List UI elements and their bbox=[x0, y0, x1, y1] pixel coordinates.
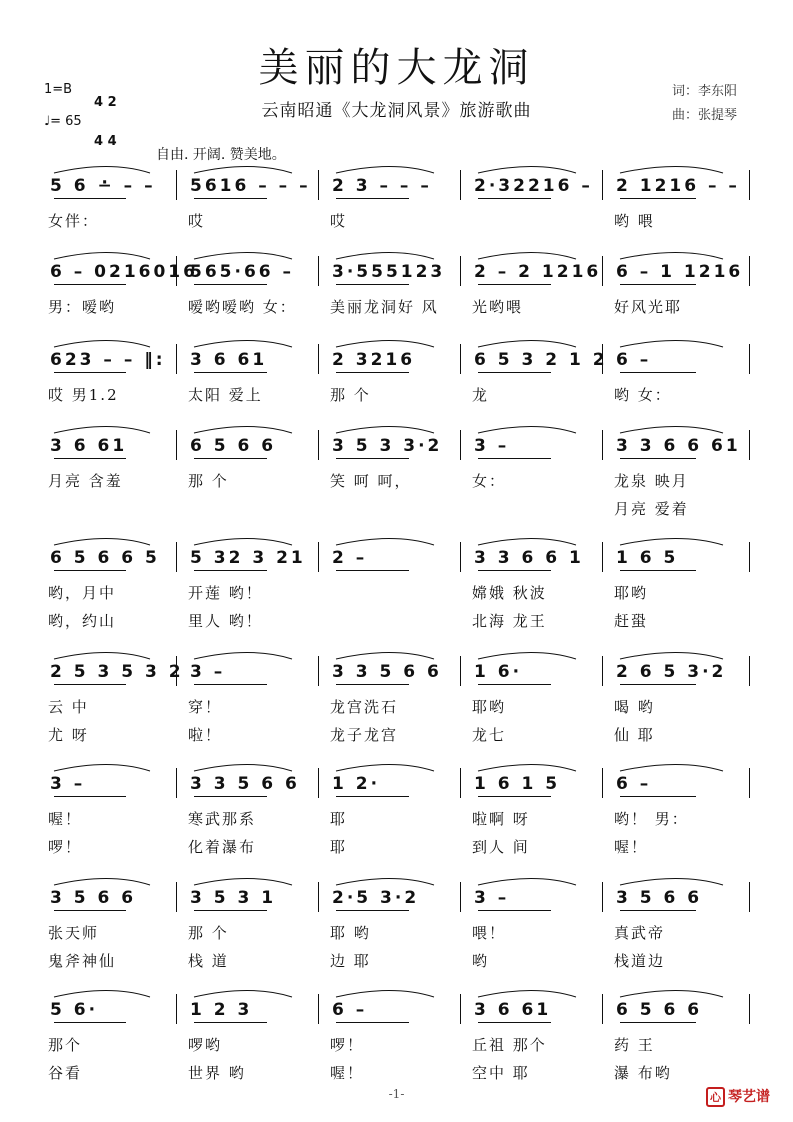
lyric-text: 美丽龙洞好 风 bbox=[330, 298, 439, 316]
barline bbox=[460, 344, 461, 374]
lyric-text: 啰哟 bbox=[188, 1036, 223, 1054]
page-number: -1- bbox=[388, 1087, 405, 1101]
beam-line bbox=[54, 570, 126, 571]
lyric-text: 哎 男1.2 bbox=[48, 386, 119, 404]
beam-line bbox=[620, 198, 696, 199]
beam-line bbox=[478, 372, 551, 373]
beam-line bbox=[620, 458, 696, 459]
beam-line bbox=[620, 372, 696, 373]
lyric-text: 龙子龙宫 bbox=[330, 726, 399, 744]
beam-line bbox=[194, 284, 267, 285]
lyric-text: 耶哟 bbox=[614, 584, 649, 602]
lyric-text: 男：嗳哟 bbox=[48, 298, 117, 316]
measure-notes: 2 5 3 5 3 2 bbox=[50, 662, 184, 682]
slur-arc bbox=[50, 648, 170, 660]
lyric-text: 化着瀑布 bbox=[188, 838, 257, 856]
lyric-text: 哎 bbox=[330, 212, 348, 230]
lyric-text: 啰！ bbox=[330, 1036, 365, 1054]
score-system bbox=[40, 428, 753, 528]
lyric-text: 那 个 bbox=[188, 924, 229, 942]
barline bbox=[749, 994, 750, 1024]
slur-arc bbox=[616, 986, 743, 998]
beam-line bbox=[478, 284, 551, 285]
tempo-marking: ♩= 65 bbox=[44, 114, 82, 129]
slur-arc bbox=[332, 248, 454, 260]
measure-notes: 2 3 – – – bbox=[332, 176, 432, 196]
beam-line bbox=[336, 570, 409, 571]
slur-arc bbox=[616, 248, 743, 260]
barline bbox=[176, 430, 177, 460]
lyric-text: 栈 道 bbox=[188, 952, 229, 970]
lyric-text: 北海 龙王 bbox=[472, 612, 547, 630]
barline bbox=[318, 430, 319, 460]
measure-notes: 6 – 0216016 bbox=[50, 262, 198, 282]
barline bbox=[318, 542, 319, 572]
slur-arc bbox=[50, 760, 170, 772]
lyric-text: 尤 呀 bbox=[48, 726, 89, 744]
beam-line bbox=[478, 910, 551, 911]
barline bbox=[318, 882, 319, 912]
lyric-text: 好风光耶 bbox=[614, 298, 683, 316]
measure-notes: 3 5 3 3·2 bbox=[332, 436, 443, 456]
slur-arc bbox=[474, 534, 596, 546]
slur-arc bbox=[616, 648, 743, 660]
score-system bbox=[40, 654, 753, 754]
beam-line bbox=[620, 1022, 696, 1023]
measure-notes: 3 6 61 bbox=[50, 436, 128, 456]
barline bbox=[176, 994, 177, 1024]
barline bbox=[602, 256, 603, 286]
beam-line bbox=[54, 684, 126, 685]
beam-line bbox=[478, 684, 551, 685]
key-signature: 1=B bbox=[44, 82, 73, 97]
lyric-text: 月亮 含羞 bbox=[48, 472, 123, 490]
measure-notes: 1 6 5 bbox=[616, 548, 679, 568]
barline bbox=[318, 994, 319, 1024]
slur-arc bbox=[616, 760, 743, 772]
measure-notes: 2·32216 – bbox=[474, 176, 593, 196]
lyric-text: 哟！ 男： bbox=[614, 810, 689, 828]
composer-credit: 曲：张提琴 bbox=[672, 108, 738, 123]
lyric-text: 太阳 爱上 bbox=[188, 386, 263, 404]
beam-line bbox=[620, 284, 696, 285]
beam-line bbox=[620, 570, 696, 571]
barline bbox=[318, 656, 319, 686]
slur-arc bbox=[332, 986, 454, 998]
barline bbox=[318, 170, 319, 200]
lyric-text: 笑 呵 呵， bbox=[330, 472, 412, 490]
logo-text: 琴艺谱 bbox=[728, 1089, 770, 1105]
lyric-text: 耶 bbox=[330, 810, 348, 828]
slur-arc bbox=[50, 874, 170, 886]
lyric-text: 哟 喂 bbox=[614, 212, 655, 230]
lyric-text: 哟，月中 bbox=[48, 584, 117, 602]
slur-arc bbox=[474, 760, 596, 772]
lyric-text: 药 王 bbox=[614, 1036, 655, 1054]
measure-notes: 3 3 6 6 1 bbox=[474, 548, 584, 568]
beam-line bbox=[336, 1022, 409, 1023]
slur-arc bbox=[332, 648, 454, 660]
slur-arc bbox=[190, 534, 312, 546]
measure-notes: 2 – bbox=[332, 548, 368, 568]
measure-notes: 3 5 6 6 bbox=[616, 888, 703, 908]
barline bbox=[602, 768, 603, 798]
beam-line bbox=[194, 684, 267, 685]
beam-line bbox=[54, 372, 126, 373]
lyric-text: 谷看 bbox=[48, 1064, 83, 1082]
slur-arc bbox=[332, 336, 454, 348]
slur-arc bbox=[190, 336, 312, 348]
lyric-text: 啦！ bbox=[188, 726, 223, 744]
slur-arc bbox=[474, 162, 596, 174]
beam-line bbox=[336, 372, 409, 373]
lyric-text: 嗳哟嗳哟 女： bbox=[188, 298, 297, 316]
lyric-text: 喂！ bbox=[472, 924, 507, 942]
lyric-text: 世界 哟 bbox=[188, 1064, 246, 1082]
measure-notes: 6 – bbox=[616, 774, 652, 794]
slur-arc bbox=[50, 336, 170, 348]
beam-line bbox=[194, 570, 267, 571]
beam-line bbox=[620, 684, 696, 685]
measure-notes: 1 2· bbox=[332, 774, 381, 794]
slur-arc bbox=[50, 162, 170, 174]
barline bbox=[460, 256, 461, 286]
lyric-text: 哟 女： bbox=[614, 386, 672, 404]
barline bbox=[602, 542, 603, 572]
measure-notes: 1 6 1 5 bbox=[474, 774, 561, 794]
lyric-text: 穿！ bbox=[188, 698, 223, 716]
barline bbox=[602, 170, 603, 200]
lyricist-credit: 词：李东阳 bbox=[672, 84, 738, 99]
barline bbox=[176, 542, 177, 572]
measure-notes: 1 2 3 bbox=[190, 1000, 253, 1020]
measure-notes: 6 5 6 6 bbox=[190, 436, 277, 456]
slur-arc bbox=[474, 422, 596, 434]
measure-notes: 3 – bbox=[190, 662, 226, 682]
lyric-text: 里人 哟！ bbox=[188, 612, 263, 630]
logo-icon: 心 bbox=[706, 1087, 725, 1107]
measure-notes: 3·555123 bbox=[332, 262, 446, 282]
lyric-text: 仙 耶 bbox=[614, 726, 655, 744]
barline bbox=[749, 882, 750, 912]
lyric-text: 喔！ bbox=[614, 838, 649, 856]
beam-line bbox=[54, 796, 126, 797]
lyric-text: 龙宫洗石 bbox=[330, 698, 399, 716]
lyric-text: 龙泉 映月 bbox=[614, 472, 689, 490]
barline bbox=[460, 768, 461, 798]
beam-line bbox=[336, 796, 409, 797]
measure-notes: 3 3 5 6 6 bbox=[190, 774, 300, 794]
barline bbox=[460, 882, 461, 912]
slur-arc bbox=[616, 422, 743, 434]
lyric-text: 那个 bbox=[48, 1036, 83, 1054]
lyric-text: 嫦娥 秋波 bbox=[472, 584, 547, 602]
lyric-text: 丘祖 那个 bbox=[472, 1036, 547, 1054]
beam-line bbox=[336, 198, 409, 199]
measure-notes: 2 3216 bbox=[332, 350, 416, 370]
score-system bbox=[40, 766, 753, 866]
beam-line bbox=[336, 458, 409, 459]
measure-notes: 3 6 61 bbox=[474, 1000, 552, 1020]
lyric-text: 喔！ bbox=[330, 1064, 365, 1082]
score-system bbox=[40, 880, 753, 980]
beam-line bbox=[194, 198, 267, 199]
lyric-text: 哟，约山 bbox=[48, 612, 117, 630]
beam-line bbox=[194, 458, 267, 459]
barline bbox=[176, 170, 177, 200]
page-title: 美丽的大龙洞 bbox=[258, 45, 535, 91]
beam-line bbox=[478, 1022, 551, 1023]
lyric-text: 云 中 bbox=[48, 698, 89, 716]
slur-arc bbox=[332, 162, 454, 174]
beam-line bbox=[194, 1022, 267, 1023]
barline bbox=[602, 656, 603, 686]
lyric-text: 喔！ bbox=[48, 810, 83, 828]
lyric-text: 张天师 bbox=[48, 924, 100, 942]
barline bbox=[176, 768, 177, 798]
beam-line bbox=[478, 570, 551, 571]
beam-line bbox=[194, 796, 267, 797]
measure-notes: 3 5 6 6 bbox=[50, 888, 137, 908]
lyric-text: 女： bbox=[472, 472, 507, 490]
lyric-text: 赶蛩 bbox=[614, 612, 649, 630]
measure-notes: 3 – bbox=[474, 436, 510, 456]
lyric-text: 啰！ bbox=[48, 838, 83, 856]
barline bbox=[749, 170, 750, 200]
lyric-text: 到人 间 bbox=[472, 838, 530, 856]
slur-arc bbox=[50, 248, 170, 260]
slur-arc bbox=[616, 534, 743, 546]
measure-notes: 6 5 6 6 bbox=[616, 1000, 703, 1020]
measure-notes: 1 6· bbox=[474, 662, 523, 682]
measure-notes: 5 6· bbox=[50, 1000, 99, 1020]
lyric-text: 边 耶 bbox=[330, 952, 371, 970]
site-logo bbox=[706, 1086, 770, 1107]
score-system bbox=[40, 540, 753, 640]
time-signature bbox=[94, 70, 117, 161]
slur-arc bbox=[332, 760, 454, 772]
lyric-text: 哟 bbox=[472, 952, 490, 970]
slur-arc bbox=[474, 336, 596, 348]
slur-arc bbox=[50, 422, 170, 434]
slur-arc bbox=[190, 248, 312, 260]
lyric-text: 龙七 bbox=[472, 726, 507, 744]
measure-notes: 5 32 3 21 bbox=[190, 548, 306, 568]
lyric-text: 女伴： bbox=[48, 212, 100, 230]
slur-arc bbox=[190, 986, 312, 998]
lyric-text: 喝 哟 bbox=[614, 698, 655, 716]
measure-notes: 5616 – – – bbox=[190, 176, 311, 196]
measure-notes: 6 – bbox=[332, 1000, 368, 1020]
slur-arc bbox=[190, 874, 312, 886]
lyric-text: 空中 耶 bbox=[472, 1064, 530, 1082]
barline bbox=[460, 170, 461, 200]
barline bbox=[749, 768, 750, 798]
measure-notes: 6 – bbox=[616, 350, 652, 370]
lyric-text: 月亮 爱着 bbox=[614, 500, 689, 518]
beam-line bbox=[478, 458, 551, 459]
measure-notes: 3 3 6 6 61 bbox=[616, 436, 741, 456]
measure-notes: 6 5 6 6 5 bbox=[50, 548, 160, 568]
measure-notes: 2 1216 – – bbox=[616, 176, 740, 196]
barline bbox=[176, 344, 177, 374]
slur-arc bbox=[474, 648, 596, 660]
barline bbox=[602, 882, 603, 912]
lyric-text: 耶 哟 bbox=[330, 924, 371, 942]
barline bbox=[602, 994, 603, 1024]
measure-notes: 6 – 1 1216 bbox=[616, 262, 744, 282]
lyric-text: 光哟喂 bbox=[472, 298, 524, 316]
slur-arc bbox=[474, 986, 596, 998]
meter-bottom: 4 4 bbox=[94, 134, 117, 149]
barline bbox=[318, 768, 319, 798]
barline bbox=[749, 344, 750, 374]
beam-line bbox=[478, 796, 551, 797]
slur-arc bbox=[190, 422, 312, 434]
slur-arc bbox=[332, 874, 454, 886]
beam-line bbox=[54, 1022, 126, 1023]
beam-line bbox=[54, 458, 126, 459]
measure-notes: 2 6 5 3·2 bbox=[616, 662, 727, 682]
measure-notes: 3 5 3 1 bbox=[190, 888, 277, 908]
measure-notes: 6 5 3 2 1 2 bbox=[474, 350, 608, 370]
beam-line bbox=[620, 796, 696, 797]
beam-line bbox=[336, 284, 409, 285]
barline bbox=[460, 994, 461, 1024]
lyric-text: 啦啊 呀 bbox=[472, 810, 530, 828]
beam-line bbox=[194, 372, 267, 373]
measure-notes: 3 – bbox=[50, 774, 86, 794]
expression-marking: 自由. 开阔. 赞美地。 bbox=[156, 147, 286, 163]
beam-line bbox=[620, 910, 696, 911]
beam-line bbox=[54, 910, 126, 911]
barline bbox=[176, 882, 177, 912]
measure-notes: 565·66 – bbox=[190, 262, 295, 282]
slur-arc bbox=[616, 874, 743, 886]
barline bbox=[460, 656, 461, 686]
slur-arc bbox=[616, 336, 743, 348]
subtitle: 云南昭通《大龙洞风景》旅游歌曲 bbox=[261, 101, 532, 121]
score-system bbox=[40, 992, 753, 1092]
slur-arc bbox=[616, 162, 743, 174]
measure-notes: 3 – bbox=[474, 888, 510, 908]
slur-arc bbox=[50, 986, 170, 998]
slur-arc bbox=[190, 162, 312, 174]
barline bbox=[749, 256, 750, 286]
barline bbox=[318, 256, 319, 286]
lyric-text: 寒武那系 bbox=[188, 810, 257, 828]
slur-arc bbox=[474, 248, 596, 260]
slur-arc bbox=[190, 760, 312, 772]
lyric-text: 瀑 布哟 bbox=[614, 1064, 672, 1082]
beam-line bbox=[194, 910, 267, 911]
lyric-text: 鬼斧神仙 bbox=[48, 952, 117, 970]
lyric-text: 栈道边 bbox=[614, 952, 666, 970]
barline bbox=[318, 344, 319, 374]
meter-top: 4 2 bbox=[94, 95, 117, 110]
measure-notes: 623 – – ‖: bbox=[50, 350, 166, 370]
measure-notes: 3 6 61 bbox=[190, 350, 268, 370]
barline bbox=[749, 656, 750, 686]
barline bbox=[749, 542, 750, 572]
measure-notes: 3 3 5 6 6 bbox=[332, 662, 442, 682]
lyric-text: 哎 bbox=[188, 212, 206, 230]
barline bbox=[460, 542, 461, 572]
slur-arc bbox=[332, 422, 454, 434]
barline bbox=[749, 430, 750, 460]
lyric-text: 那 个 bbox=[330, 386, 371, 404]
lyric-text: 真武帝 bbox=[614, 924, 666, 942]
slur-arc bbox=[50, 534, 170, 546]
slur-arc bbox=[190, 648, 312, 660]
beam-line bbox=[478, 198, 551, 199]
measure-notes: 5 6 ∸ – – bbox=[50, 176, 156, 196]
lyric-text: 开莲 哟！ bbox=[188, 584, 263, 602]
barline bbox=[460, 430, 461, 460]
slur-arc bbox=[474, 874, 596, 886]
beam-line bbox=[54, 284, 126, 285]
barline bbox=[602, 430, 603, 460]
measure-notes: 2·5 3·2 bbox=[332, 888, 420, 908]
lyric-text: 耶 bbox=[330, 838, 348, 856]
beam-line bbox=[336, 910, 409, 911]
beam-line bbox=[336, 684, 409, 685]
lyric-text: 耶哟 bbox=[472, 698, 507, 716]
beam-line bbox=[54, 198, 126, 199]
slur-arc bbox=[332, 534, 454, 546]
measure-notes: 2 – 2 1216 bbox=[474, 262, 602, 282]
lyric-text: 那 个 bbox=[188, 472, 229, 490]
lyric-text: 龙 bbox=[472, 386, 490, 404]
